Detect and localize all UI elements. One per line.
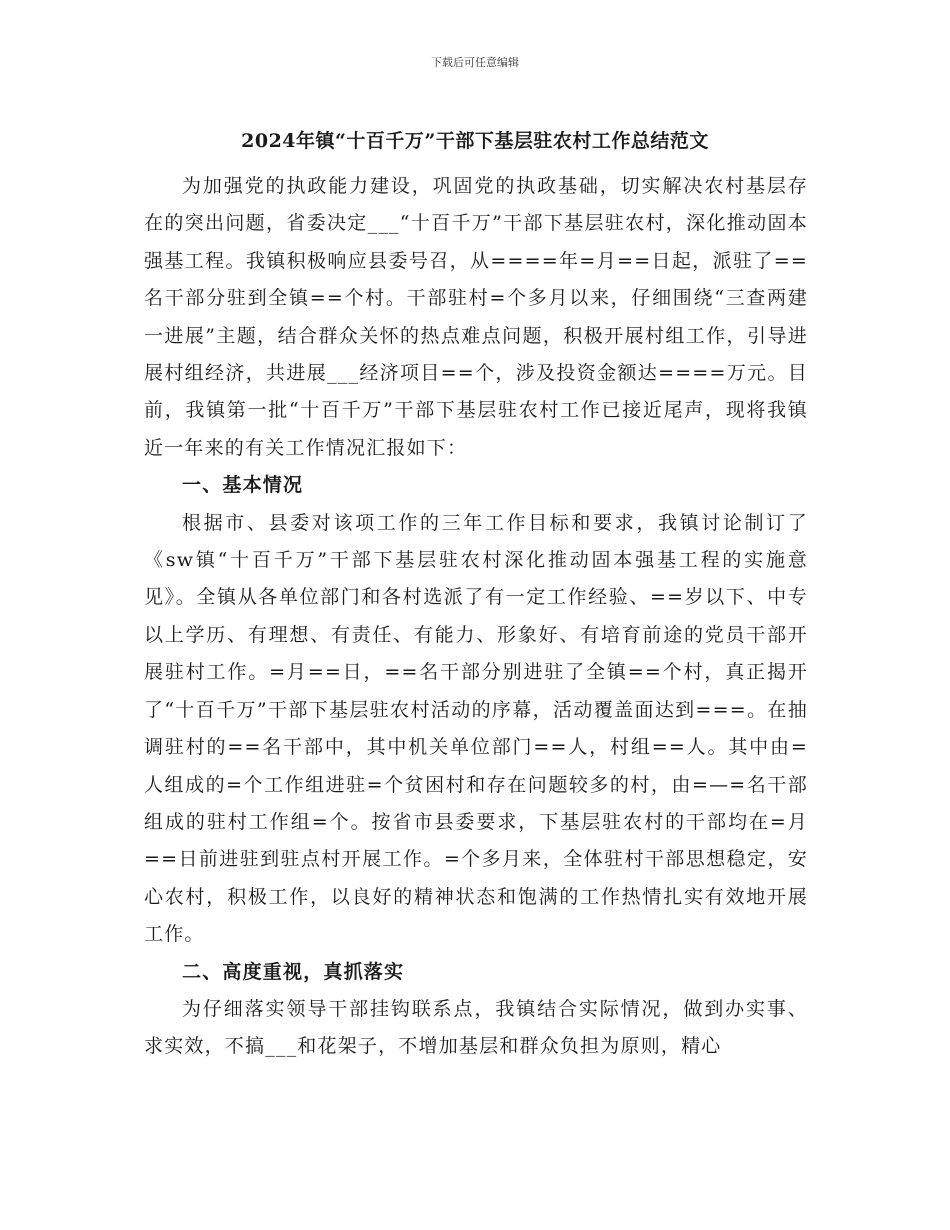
document-body [144,168,808,1066]
section-basic-situation-paragraph: 根据市、县委对该项工作的三年工作目标和要求，我镇讨论制订了《sw镇“十百千万”干部下基层驻农村深化推动固本强基工程的实施意见》。全镇从各单位部门和各村选派了有一定工作经验、==岁以下、中专以上学历、有理想、有责任、有能力、形象好、有培育前途的党员干部开展驻村工作。=月==日，==名干部分别进驻了全镇==个村，真正揭开了“十百千万”干部下基层驻农村活动的序幕，活动覆盖面达到===。在抽调驻村的==名干部中，其中机关单位部门==人，村组==人。其中由=人组成的=个工作组进驻=个贫困村和存在问题较多的村，由=—=名干部组成的驻村工作组=个。按省市县委要求，下基层驻农村的干部均在=月==日前进驻到驻点村开展工作。=个多月来，全体驻村干部思想稳定，安心农村，积极工作，以良好的精神状态和饱满的工作热情扎实有效地开展工作。 [144,511,809,946]
section-emphasis-paragraph: 为仔细落实领导干部挂钩联系点，我镇结合实际情况，做到办实事、求实效，不搞___和花架子，不增加基层和群众负担为原则，精心 [144,997,808,1058]
header-note: 下载后可任意编辑 [431,56,519,69]
document-title: 2024年镇“十百千万”干部下基层驻农村工作总结范文 [241,130,709,152]
intro-paragraph: 为加强党的执政能力建设，巩固党的执政基础，切实解决农村基层存在的突出问题，省委决定___“十百千万”干部下基层驻农村，深化推动固本强基工程。我镇积极响应县委号召，从====年=月==日起，派驻了==名干部分驻到全镇==个村。干部驻村=个多月以来，仔细围绕“三查两建一进展”主题，结合群众关怀的热点难点问题，积极开展村组工作，引导进展村组经济，共进展___经济项目==个，涉及投资金额达====万元。目前，我镇第一批“十百千万”干部下基层驻农村工作已接近尾声，现将我镇近一年来的有关工作情况汇报如下： [144,175,808,459]
section-heading-emphasis: 二、高度重视，真抓落实 [182,960,405,983]
section-heading-basic-situation: 一、基本情况 [182,474,304,497]
